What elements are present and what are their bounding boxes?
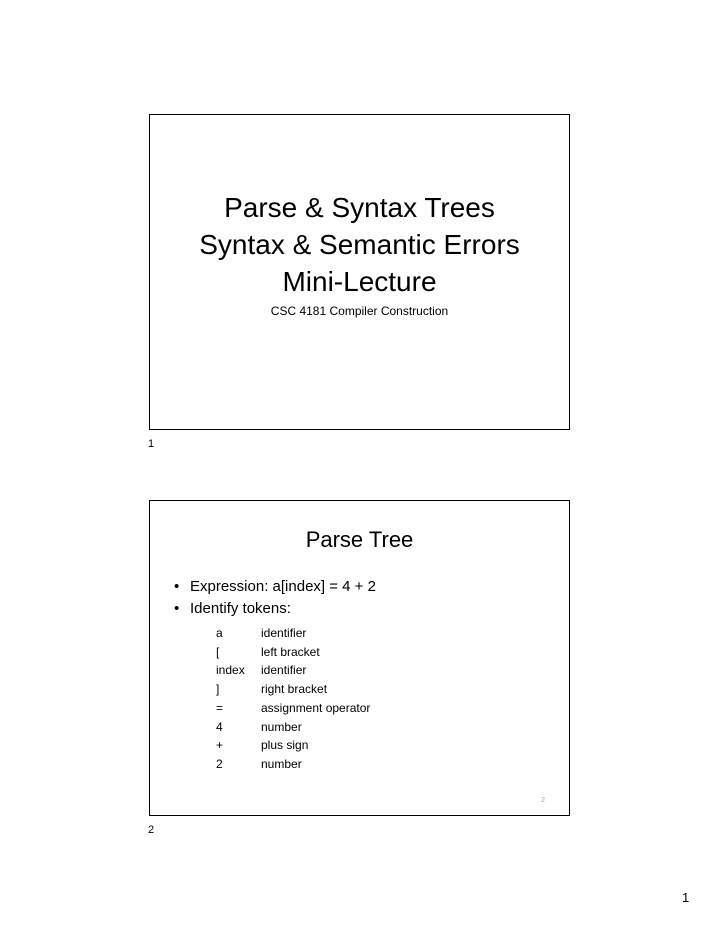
- bullet-item: • Identify tokens:: [172, 598, 376, 620]
- token-type: number: [261, 719, 302, 734]
- token-type: number: [261, 756, 302, 771]
- slide-1: [149, 114, 570, 430]
- slide-2: [149, 500, 570, 816]
- token-type: assignment operator: [261, 700, 371, 715]
- token-row: [216, 736, 370, 755]
- slide-2-inner-number: 2: [541, 797, 545, 804]
- token-symbol: ]: [216, 682, 220, 697]
- bullet-list: [172, 576, 376, 620]
- title-line-2: Syntax & Semantic Errors: [199, 229, 520, 260]
- token-symbol: index: [216, 663, 245, 678]
- title-line-3: Mini-Lecture: [282, 266, 437, 297]
- token-type: identifier: [261, 663, 307, 678]
- token-symbol: a: [216, 626, 223, 640]
- slide-1-number: 1: [148, 438, 155, 450]
- token-type: right bracket: [261, 682, 328, 697]
- slide-2-title: Parse Tree: [305, 527, 414, 552]
- bullet-item: • Expression: a[index] = 4 + 2: [172, 576, 376, 598]
- token-symbol: +: [216, 738, 224, 753]
- title-line-1: Parse & Syntax Trees: [224, 192, 495, 223]
- slide-1-subtitle: CSC 4181 Compiler Construction: [270, 304, 449, 318]
- token-symbol: [: [216, 644, 220, 659]
- slide-2-number: 2: [148, 824, 155, 836]
- token-row: [216, 755, 370, 774]
- token-type: identifier: [261, 626, 307, 640]
- token-row: [216, 699, 370, 718]
- token-row: [216, 624, 370, 643]
- token-symbol: =: [216, 700, 224, 715]
- token-type: plus sign: [261, 738, 309, 753]
- token-type: left bracket: [261, 644, 320, 659]
- token-symbol: 2: [216, 756, 223, 771]
- token-row: [216, 661, 370, 680]
- token-symbol: 4: [216, 719, 223, 734]
- token-row: [216, 643, 370, 662]
- slide-1-title: [150, 189, 569, 320]
- token-table: [216, 624, 370, 774]
- token-row: [216, 680, 370, 699]
- page-number: 1: [682, 890, 690, 905]
- token-row: [216, 718, 370, 737]
